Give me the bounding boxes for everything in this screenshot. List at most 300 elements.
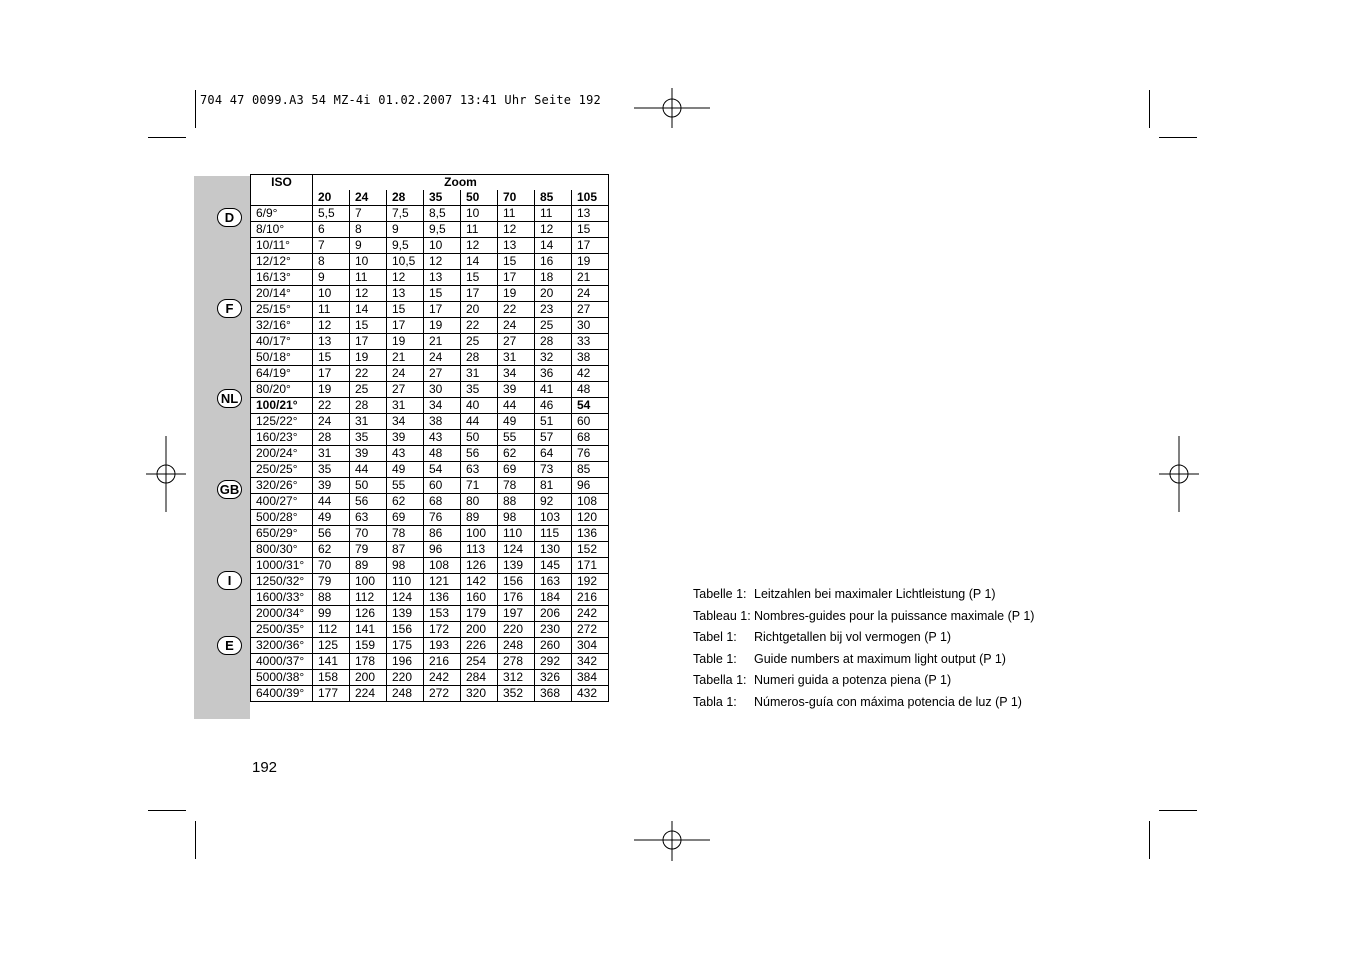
guide-number-cell: 9,5 (387, 238, 424, 254)
guide-number-cell: 248 (387, 686, 424, 702)
zoom-value-header: 28 (387, 190, 424, 206)
guide-number-cell: 9 (313, 270, 350, 286)
table-row (251, 238, 609, 254)
guide-number-cell: 130 (535, 542, 572, 558)
guide-number-cell: 13 (498, 238, 535, 254)
guide-number-cell: 12 (387, 270, 424, 286)
guide-number-cell: 10 (424, 238, 461, 254)
registration-mark-top (632, 88, 712, 128)
table-row (251, 414, 609, 430)
guide-number-cell: 224 (350, 686, 387, 702)
table-row (251, 558, 609, 574)
guide-number-cell: 60 (424, 478, 461, 494)
table-row (251, 446, 609, 462)
guide-number-cell: 23 (535, 302, 572, 318)
iso-cell: 160/23° (251, 430, 313, 446)
guide-number-cell: 108 (572, 494, 609, 510)
guide-number-cell: 145 (535, 558, 572, 574)
guide-number-cell: 178 (350, 654, 387, 670)
guide-number-cell: 24 (424, 350, 461, 366)
guide-number-cell: 35 (313, 462, 350, 478)
guide-number-cell: 9 (387, 222, 424, 238)
guide-number-cell: 56 (313, 526, 350, 542)
guide-number-cell: 8 (350, 222, 387, 238)
zoom-value-header: 20 (313, 190, 350, 206)
table-row (251, 622, 609, 638)
guide-number-cell: 49 (313, 510, 350, 526)
iso-cell: 1250/32° (251, 574, 313, 590)
guide-number-cell: 320 (461, 686, 498, 702)
guide-number-cell: 115 (535, 526, 572, 542)
iso-cell: 4000/37° (251, 654, 313, 670)
guide-number-cell: 32 (535, 350, 572, 366)
caption-text: Numeri guida a potenza piena (P 1) (754, 673, 952, 687)
guide-number-cell: 68 (424, 494, 461, 510)
print-header: 704 47 0099.A3 54 MZ-4i 01.02.2007 13:41 Uhr Seite 192 (200, 93, 601, 107)
guide-number-cell: 163 (535, 574, 572, 590)
guide-number-cell: 14 (461, 254, 498, 270)
table-row (251, 382, 609, 398)
guide-number-cell: 124 (498, 542, 535, 558)
guide-number-cell: 44 (498, 398, 535, 414)
guide-number-cell: 25 (461, 334, 498, 350)
iso-cell: 650/29° (251, 526, 313, 542)
guide-number-cell: 10,5 (387, 254, 424, 270)
guide-number-cell: 40 (461, 398, 498, 414)
caption-label: Tabelle 1: (693, 587, 747, 601)
guide-number-cell: 12 (535, 222, 572, 238)
guide-number-cell: 33 (572, 334, 609, 350)
iso-cell: 1600/33° (251, 590, 313, 606)
guide-number-cell: 121 (424, 574, 461, 590)
guide-number-cell: 124 (387, 590, 424, 606)
guide-number-cell: 17 (350, 334, 387, 350)
guide-number-cell: 254 (461, 654, 498, 670)
guide-number-cell: 108 (424, 558, 461, 574)
caption-label: Tabel 1: (693, 630, 737, 644)
language-badge-i: I (217, 571, 242, 590)
language-badge-gb: GB (217, 480, 242, 499)
guide-number-cell: 11 (535, 206, 572, 222)
guide-number-cell: 38 (424, 414, 461, 430)
iso-cell: 200/24° (251, 446, 313, 462)
guide-number-cell: 18 (535, 270, 572, 286)
guide-number-cell: 160 (461, 590, 498, 606)
guide-number-cell: 22 (313, 398, 350, 414)
guide-number-cell: 126 (461, 558, 498, 574)
guide-number-cell: 177 (313, 686, 350, 702)
guide-number-cell: 15 (350, 318, 387, 334)
guide-number-cell: 35 (461, 382, 498, 398)
guide-number-cell: 216 (424, 654, 461, 670)
zoom-value-header: 50 (461, 190, 498, 206)
caption-row (693, 692, 1034, 714)
guide-number-cell: 284 (461, 670, 498, 686)
table-row (251, 574, 609, 590)
iso-cell: 32/16° (251, 318, 313, 334)
guide-number-cell: 79 (313, 574, 350, 590)
zoom-value-header: 105 (572, 190, 609, 206)
guide-number-cell: 248 (498, 638, 535, 654)
guide-number-cell: 21 (387, 350, 424, 366)
guide-number-cell: 17 (387, 318, 424, 334)
guide-number-cell: 28 (350, 398, 387, 414)
guide-number-cell: 9,5 (424, 222, 461, 238)
guide-number-cell: 352 (498, 686, 535, 702)
guide-number-cell: 110 (387, 574, 424, 590)
guide-number-cell: 50 (461, 430, 498, 446)
iso-cell: 40/17° (251, 334, 313, 350)
table-row (251, 670, 609, 686)
guide-number-cell: 17 (498, 270, 535, 286)
guide-number-cell: 19 (424, 318, 461, 334)
guide-number-cell: 19 (572, 254, 609, 270)
guide-number-cell: 39 (313, 478, 350, 494)
guide-number-cell: 21 (424, 334, 461, 350)
zoom-value-header: 70 (498, 190, 535, 206)
guide-number-cell: 16 (535, 254, 572, 270)
guide-number-cell: 62 (387, 494, 424, 510)
guide-number-cell: 17 (461, 286, 498, 302)
guide-number-cell: 30 (424, 382, 461, 398)
guide-number-cell: 63 (461, 462, 498, 478)
iso-cell: 64/19° (251, 366, 313, 382)
guide-number-cell: 19 (313, 382, 350, 398)
guide-number-cell: 10 (461, 206, 498, 222)
guide-number-cell: 55 (498, 430, 535, 446)
guide-number-cell: 76 (572, 446, 609, 462)
guide-number-cell: 272 (424, 686, 461, 702)
guide-number-cell: 36 (535, 366, 572, 382)
guide-number-cell: 159 (350, 638, 387, 654)
guide-number-cell: 175 (387, 638, 424, 654)
iso-cell: 6/9° (251, 206, 313, 222)
guide-number-cell: 100 (461, 526, 498, 542)
guide-number-cell: 89 (461, 510, 498, 526)
caption-label: Table 1: (693, 651, 737, 666)
guide-number-cell: 71 (461, 478, 498, 494)
guide-number-cell: 112 (313, 622, 350, 638)
guide-number-cell: 19 (498, 286, 535, 302)
guide-number-cell: 139 (498, 558, 535, 574)
table-row (251, 606, 609, 622)
guide-number-cell: 192 (572, 574, 609, 590)
guide-number-cell: 103 (535, 510, 572, 526)
guide-number-cell: 96 (572, 478, 609, 494)
guide-number-cell: 13 (572, 206, 609, 222)
guide-number-cell: 39 (498, 382, 535, 398)
guide-number-cell: 15 (461, 270, 498, 286)
guide-number-cell: 17 (313, 366, 350, 382)
iso-cell: 250/25° (251, 462, 313, 478)
guide-number-cell: 88 (313, 590, 350, 606)
guide-number-cell: 15 (498, 254, 535, 270)
guide-number-cell: 13 (387, 286, 424, 302)
iso-cell: 3200/36° (251, 638, 313, 654)
guide-number-cell: 17 (572, 238, 609, 254)
guide-number-cell: 216 (572, 590, 609, 606)
guide-number-cell: 220 (387, 670, 424, 686)
guide-number-cell: 184 (535, 590, 572, 606)
table-row (251, 686, 609, 702)
guide-number-cell: 142 (461, 574, 498, 590)
guide-number-cell: 326 (535, 670, 572, 686)
table-row (251, 654, 609, 670)
table-row (251, 398, 609, 414)
caption-text: Nombres-guides pour la puissance maximale (P 1) (754, 608, 1035, 623)
guide-number-cell: 39 (387, 430, 424, 446)
guide-number-cell: 193 (424, 638, 461, 654)
iso-cell: 125/22° (251, 414, 313, 430)
table-row (251, 526, 609, 542)
guide-number-cell: 92 (535, 494, 572, 510)
guide-number-cell: 31 (313, 446, 350, 462)
guide-number-cell: 156 (498, 574, 535, 590)
guide-number-cell: 70 (350, 526, 387, 542)
guide-number-cell: 8,5 (424, 206, 461, 222)
guide-number-cell: 6 (313, 222, 350, 238)
guide-number-cell: 43 (424, 430, 461, 446)
guide-number-cell: 7,5 (387, 206, 424, 222)
guide-number-cell: 156 (387, 622, 424, 638)
guide-number-cell: 126 (350, 606, 387, 622)
guide-number-cell: 136 (424, 590, 461, 606)
guide-number-cell: 41 (535, 382, 572, 398)
guide-number-cell: 120 (572, 510, 609, 526)
language-badge-nl: NL (217, 389, 242, 408)
table-row (251, 510, 609, 526)
guide-number-cell: 44 (313, 494, 350, 510)
guide-number-cell: 62 (313, 542, 350, 558)
guide-number-cell: 226 (461, 638, 498, 654)
iso-cell: 50/18° (251, 350, 313, 366)
guide-number-cell: 17 (424, 302, 461, 318)
table-row (251, 494, 609, 510)
zoom-header: Zoom (313, 175, 609, 191)
guide-number-cell: 51 (535, 414, 572, 430)
guide-number-cell: 27 (498, 334, 535, 350)
guide-number-cell: 9 (350, 238, 387, 254)
zoom-value-header: 35 (424, 190, 461, 206)
guide-number-cell: 21 (572, 270, 609, 286)
guide-number-cell: 42 (572, 366, 609, 382)
guide-number-cell: 11 (461, 222, 498, 238)
registration-mark-left (146, 434, 186, 514)
guide-number-cell: 260 (535, 638, 572, 654)
guide-number-cell: 125 (313, 638, 350, 654)
iso-cell: 320/26° (251, 478, 313, 494)
guide-number-cell: 136 (572, 526, 609, 542)
guide-number-cell: 12 (461, 238, 498, 254)
guide-number-cell: 57 (535, 430, 572, 446)
guide-number-cell: 85 (572, 462, 609, 478)
guide-number-cell: 24 (313, 414, 350, 430)
guide-number-cell: 384 (572, 670, 609, 686)
guide-number-cell: 342 (572, 654, 609, 670)
iso-cell: 25/15° (251, 302, 313, 318)
table-row (251, 478, 609, 494)
guide-number-cell: 14 (535, 238, 572, 254)
caption-text: Guide numbers at maximum light output (P 1) (754, 651, 1006, 666)
guide-number-cell: 7 (350, 206, 387, 222)
table-row (251, 222, 609, 238)
guide-number-cell: 50 (350, 478, 387, 494)
table-row (251, 590, 609, 606)
guide-number-cell: 242 (424, 670, 461, 686)
guide-number-cell: 153 (424, 606, 461, 622)
iso-cell: 400/27° (251, 494, 313, 510)
guide-number-cell: 179 (461, 606, 498, 622)
guide-number-cell: 11 (313, 302, 350, 318)
guide-number-cell: 96 (424, 542, 461, 558)
guide-number-cell: 12 (498, 222, 535, 238)
guide-number-cell: 28 (313, 430, 350, 446)
guide-number-cell: 81 (535, 478, 572, 494)
guide-number-cell: 22 (498, 302, 535, 318)
caption-row (693, 649, 1034, 671)
guide-number-cell: 24 (387, 366, 424, 382)
iso-cell: 500/28° (251, 510, 313, 526)
iso-cell: 100/21° (251, 398, 313, 414)
guide-number-cell: 62 (498, 446, 535, 462)
table-row (251, 206, 609, 222)
guide-number-cell: 312 (498, 670, 535, 686)
guide-number-cell: 27 (387, 382, 424, 398)
guide-number-cell: 200 (461, 622, 498, 638)
table-row (251, 542, 609, 558)
guide-number-cell: 12 (424, 254, 461, 270)
guide-number-cell: 14 (350, 302, 387, 318)
caption-text: Leitzahlen bei maximaler Lichtleistung (P 1) (754, 587, 996, 601)
guide-number-cell: 152 (572, 542, 609, 558)
guide-number-cell: 10 (350, 254, 387, 270)
guide-number-cell: 34 (424, 398, 461, 414)
iso-cell: 1000/31° (251, 558, 313, 574)
guide-number-cell: 98 (387, 558, 424, 574)
table-captions (693, 584, 1034, 713)
guide-number-cell: 139 (387, 606, 424, 622)
guide-number-cell: 25 (350, 382, 387, 398)
guide-number-cell: 99 (313, 606, 350, 622)
guide-number-cell: 31 (461, 366, 498, 382)
guide-number-cell: 78 (387, 526, 424, 542)
guide-number-cell: 13 (313, 334, 350, 350)
table-row (251, 366, 609, 382)
guide-number-cell: 27 (424, 366, 461, 382)
guide-number-cell: 46 (535, 398, 572, 414)
language-badge-f: F (217, 299, 242, 318)
guide-number-table (250, 174, 609, 702)
guide-number-cell: 27 (572, 302, 609, 318)
iso-cell: 5000/38° (251, 670, 313, 686)
table-row (251, 286, 609, 302)
guide-number-cell: 220 (498, 622, 535, 638)
guide-number-cell: 19 (350, 350, 387, 366)
guide-number-cell: 89 (350, 558, 387, 574)
guide-number-cell: 171 (572, 558, 609, 574)
guide-number-cell: 55 (387, 478, 424, 494)
guide-number-cell: 15 (572, 222, 609, 238)
guide-number-cell: 79 (350, 542, 387, 558)
guide-number-cell: 88 (498, 494, 535, 510)
guide-number-cell: 30 (572, 318, 609, 334)
caption-row (693, 584, 1034, 606)
guide-number-cell: 31 (498, 350, 535, 366)
guide-number-cell: 272 (572, 622, 609, 638)
caption-label: Tableau 1: (693, 608, 751, 623)
guide-number-cell: 368 (535, 686, 572, 702)
iso-cell: 6400/39° (251, 686, 313, 702)
guide-number-cell: 11 (498, 206, 535, 222)
guide-number-cell: 176 (498, 590, 535, 606)
guide-number-cell: 24 (498, 318, 535, 334)
guide-number-cell: 54 (424, 462, 461, 478)
guide-number-cell: 31 (350, 414, 387, 430)
guide-number-cell: 69 (387, 510, 424, 526)
table-row (251, 430, 609, 446)
guide-number-cell: 34 (498, 366, 535, 382)
guide-number-cell: 31 (387, 398, 424, 414)
caption-text: Richtgetallen bij vol vermogen (P 1) (754, 630, 952, 644)
registration-mark-right (1159, 434, 1199, 514)
guide-number-cell: 172 (424, 622, 461, 638)
table-row (251, 334, 609, 350)
guide-number-cell: 12 (313, 318, 350, 334)
guide-number-cell: 80 (461, 494, 498, 510)
caption-row (693, 627, 1034, 649)
guide-number-cell: 11 (350, 270, 387, 286)
guide-number-cell: 48 (572, 382, 609, 398)
guide-number-cell: 69 (498, 462, 535, 478)
guide-number-cell: 112 (350, 590, 387, 606)
guide-number-cell: 242 (572, 606, 609, 622)
guide-number-cell: 49 (498, 414, 535, 430)
table-row (251, 638, 609, 654)
guide-number-cell: 5,5 (313, 206, 350, 222)
guide-number-cell: 98 (498, 510, 535, 526)
guide-number-cell: 196 (387, 654, 424, 670)
caption-text: Números-guía con máxima potencia de luz (P 1) (754, 694, 1022, 709)
guide-number-cell: 63 (350, 510, 387, 526)
guide-number-cell: 13 (424, 270, 461, 286)
table-row (251, 302, 609, 318)
table-row (251, 270, 609, 286)
guide-number-cell: 230 (535, 622, 572, 638)
guide-number-cell: 8 (313, 254, 350, 270)
iso-cell: 2500/35° (251, 622, 313, 638)
guide-number-cell: 28 (535, 334, 572, 350)
guide-number-cell: 110 (498, 526, 535, 542)
guide-number-cell: 56 (350, 494, 387, 510)
guide-number-cell: 39 (350, 446, 387, 462)
zoom-value-header: 24 (350, 190, 387, 206)
guide-number-cell: 20 (535, 286, 572, 302)
guide-number-cell: 19 (387, 334, 424, 350)
guide-number-cell: 15 (313, 350, 350, 366)
table-body (251, 206, 609, 702)
guide-number-cell: 34 (387, 414, 424, 430)
guide-number-cell: 292 (535, 654, 572, 670)
guide-number-cell: 49 (387, 462, 424, 478)
guide-number-cell: 44 (350, 462, 387, 478)
caption-row (693, 606, 1034, 628)
guide-number-cell: 22 (461, 318, 498, 334)
guide-number-cell: 197 (498, 606, 535, 622)
guide-number-cell: 43 (387, 446, 424, 462)
guide-number-cell: 304 (572, 638, 609, 654)
registration-mark-bottom (632, 821, 712, 861)
guide-number-cell: 68 (572, 430, 609, 446)
